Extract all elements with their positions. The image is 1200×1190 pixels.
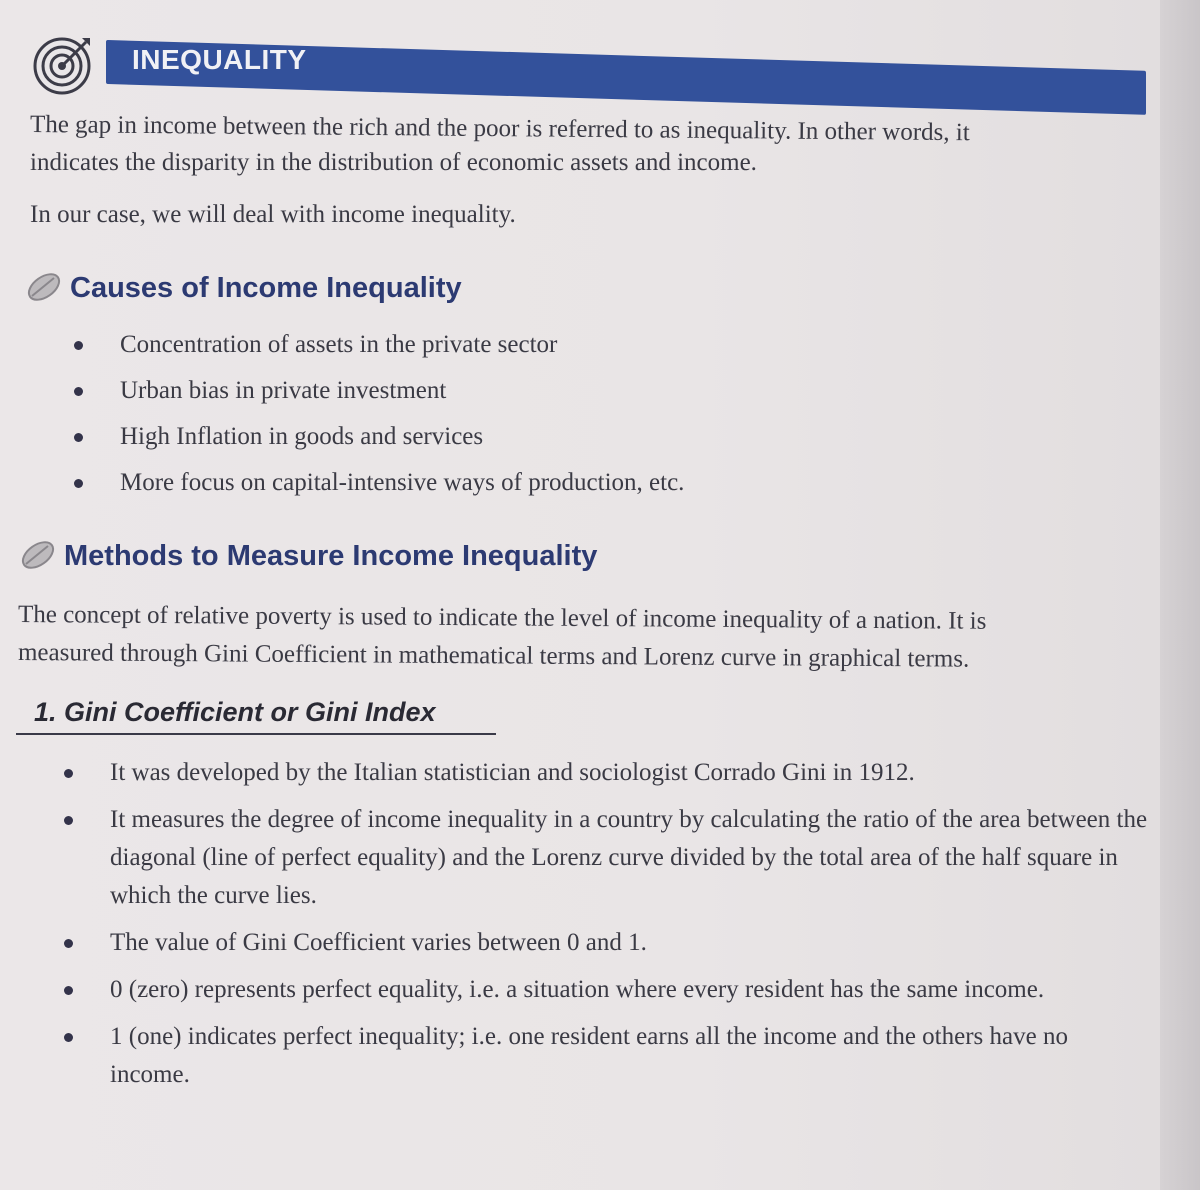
bullet-icon [64,1033,73,1042]
causes-heading: Causes of Income Inequality [70,272,462,304]
list-item: More focus on capital-intensive ways of production, etc. [64,464,964,502]
bullet-icon [64,769,73,778]
bullet-icon [74,433,83,442]
intro-line-2: indicates the disparity in the distribution of economic assets and income. [30,149,757,176]
pencil-icon [24,270,64,304]
bullet-icon [64,986,73,995]
bullet-icon [74,387,83,396]
list-item: It was developed by the Italian statistician and sociologist Corrado Gini in 1912. [54,754,1154,792]
list-item: It measures the degree of income inequality in a country by calculating the ratio of the area between the diagonal (line of perfect equality) and the Lorenz curve divided by the total area of the half square in which the curve lies. [54,801,1154,915]
section-title: INEQUALITY [132,44,307,75]
target-icon [32,34,94,96]
heading-underline [16,733,496,735]
list-item: Concentration of assets in the private sector [64,326,964,364]
methods-heading: Methods to Measure Income Inequality [64,540,598,572]
list-item: 1 (one) indicates perfect inequality; i.e. one resident earns all the income and the others have no income. [54,1018,1154,1094]
methods-line-1: The concept of relative poverty is used to indicate the level of income inequality of a nation. It is [17,601,987,635]
bullet-icon [74,479,83,488]
intro-line-3: In our case, we will deal with income inequality. [30,201,516,228]
pencil-icon [18,538,58,572]
list-item: 0 (zero) represents perfect equality, i.e. a situation where every resident has the same income. [54,971,1154,1009]
bullet-icon [64,816,73,825]
list-item: The value of Gini Coefficient varies between 0 and 1. [54,924,1154,962]
intro-line-1: The gap in income between the rich and the poor is referred to as inequality. In other words, it [29,111,970,147]
gini-heading: 1. Gini Coefficient or Gini Index [34,697,436,727]
gini-list [54,754,1154,1094]
bullet-icon [64,939,73,948]
methods-line-2: measured through Gini Coefficient in mathematical terms and Lorenz curve in graphical terms. [17,639,970,673]
causes-list [64,326,964,502]
bullet-icon [74,341,83,350]
page-edge [1160,0,1200,1190]
list-item: Urban bias in private investment [64,372,964,410]
list-item: High Inflation in goods and services [64,418,964,456]
